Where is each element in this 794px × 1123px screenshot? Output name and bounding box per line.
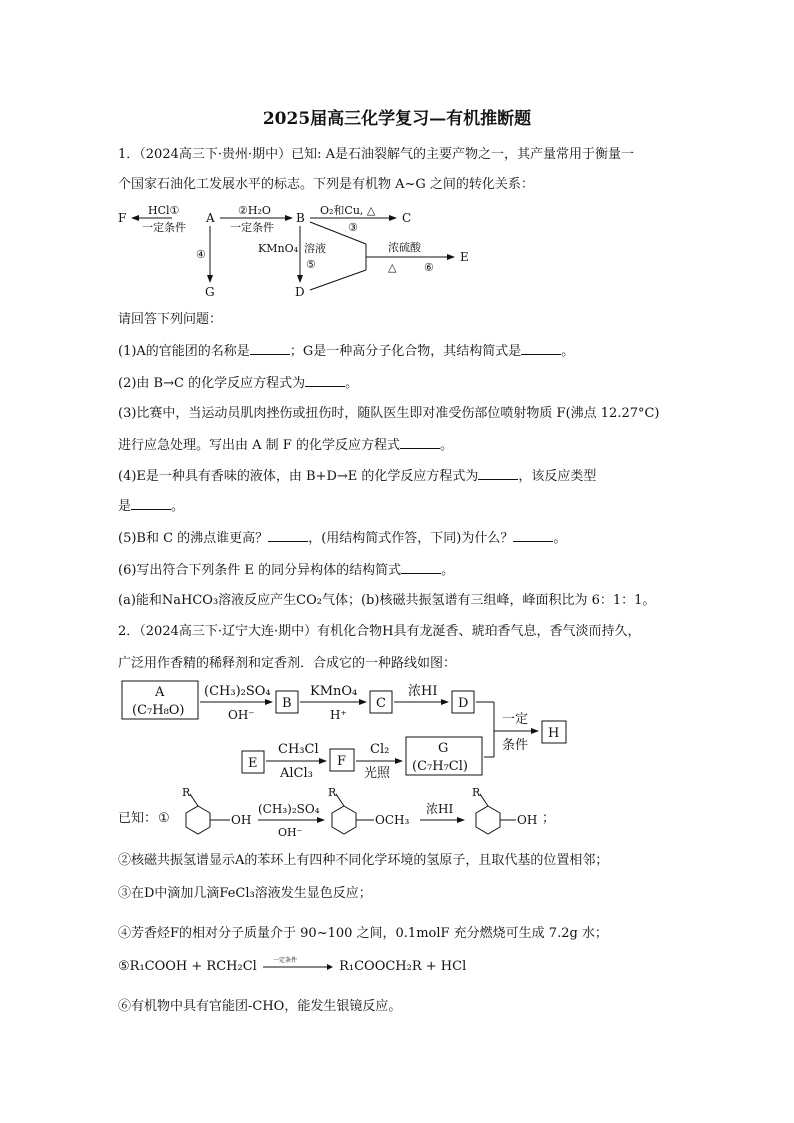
q2-H-top: 一定: [502, 712, 529, 727]
benzene-ring-2: [332, 794, 374, 834]
q2-known-5: ⑤R₁COOH + RCH₂Cl 一定条件 R₁COOCH₂R + HCl: [118, 956, 467, 974]
q1-r2-top: ②H₂O: [238, 204, 271, 217]
known-circle-1: ①: [158, 811, 170, 826]
q2-EF-top: CH₃Cl: [278, 742, 319, 757]
q1-r6-b2: ⑥: [424, 261, 434, 274]
q2-box-C: C: [376, 696, 386, 711]
q1-r6-b1: △: [388, 261, 397, 274]
q1-r1-bot: 一定条件: [142, 221, 186, 234]
q1-reaction-diagram: [110, 200, 490, 302]
q2-box-F: F: [337, 754, 347, 769]
known-label: 已知：: [118, 811, 158, 826]
q1-node-D: D: [295, 285, 305, 299]
q1-r5-a: KMnO₄: [258, 242, 298, 255]
q1-r3-top: O₂和Cu, △: [320, 204, 376, 217]
q2-BC-top: KMnO₄: [310, 684, 358, 699]
q1-prompt: 请回答下列问题：: [118, 312, 223, 327]
q2-box-H: H: [548, 726, 560, 741]
known-arrow2-top: 浓HI: [426, 802, 454, 816]
q2-known-4: ④芳香烃F的相对分子质量介于 90~100 之间，0.1molF 充分燃烧可生成 7.2g 水；: [118, 926, 608, 941]
q1-node-E: E: [460, 250, 469, 264]
q2-known-2: ②核磁共振氢谱显示A的苯环上有四种不同化学环境的氢原子，且取代基的位置相邻；: [118, 853, 609, 868]
q2-EF-bot: AlCl₃: [280, 766, 313, 781]
q2-BC-bot: H⁺: [330, 708, 347, 722]
q2-box-A-label: A: [155, 685, 165, 700]
q2-synthesis-scheme: [118, 677, 588, 782]
q2-box-A-formula: (C₇H₈O): [132, 703, 185, 718]
q2-box-D: D: [458, 696, 469, 711]
known-arrow-top: (CH₃)₂SO₄: [258, 802, 320, 816]
answer-blank[interactable]: [478, 467, 518, 480]
q1-r1-top: HCl①: [148, 204, 180, 217]
known-OH2: OH: [517, 813, 538, 827]
q1-r2-bot: 一定条件: [230, 221, 274, 234]
benzene-ring-1: [186, 794, 230, 834]
answer-blank[interactable]: [513, 529, 553, 542]
q2-FG-bot: 光照: [364, 766, 391, 781]
q1-node-A: A: [206, 211, 215, 225]
q1-r5-b: 溶液: [304, 242, 326, 255]
answer-blank[interactable]: [400, 436, 440, 449]
q2-CD-top: 浓HI: [408, 684, 438, 699]
q1-part2: (2)由 B→C 的化学反应方程式为 。: [118, 376, 359, 391]
q1-part1: (1)A的官能团的名称是 ；G是一种高分子化合物，其结构简式是 。: [118, 344, 575, 359]
answer-blank[interactable]: [305, 374, 345, 387]
known-R3: R: [472, 786, 481, 799]
answer-blank[interactable]: [131, 497, 171, 510]
benzene-ring-3: [476, 794, 516, 834]
q1-part3-line1: (3)比赛中，当运动员肌肉挫伤或扭伤时，随队医生即对准受伤部位喷射物质 F(沸点 12.27°C): [118, 406, 660, 421]
q1-part5: (5)B和 C 的沸点谁更高？ ，(用结构简式作答，下同)为什么？ 。: [118, 531, 567, 546]
q2-AB-bot: OH⁻: [228, 708, 255, 722]
q2-FG-top: Cl₂: [370, 742, 390, 757]
page-title: 2025届高三化学复习—有机推断题: [262, 109, 532, 129]
answer-blank[interactable]: [401, 561, 441, 574]
q1-r4: ④: [196, 248, 206, 261]
q1-part4-line2: 是 。: [118, 499, 185, 514]
q1-stem-line1: 1．（2024高三下·贵州·期中）已知: A是石油裂解气的主要产物之一，其产量常用于衡量一: [118, 147, 635, 162]
known-end: ；: [542, 811, 556, 826]
q2-known-6: ⑥有机物中具有官能团-CHO，能发生银镜反应。: [118, 999, 402, 1014]
q1-r6-top: 浓硫酸: [388, 241, 421, 254]
answer-blank[interactable]: [521, 342, 561, 355]
q1-part4-line1: (4)E是一种具有香味的液体，由 B+D→E 的化学反应方程式为 ，该反应类型: [118, 469, 597, 484]
q2-known-3: ③在D中滴加几滴FeCl₃溶液发生显色反应；: [118, 886, 372, 901]
q1-node-B: B: [296, 211, 305, 225]
q2-stem-line1: 2．（2024高三下·辽宁大连·期中）有机化合物H具有龙涎香、琥珀香气息，香气淡而持久，: [118, 624, 641, 639]
q1-stem-line2: 个国家石油化工发展水平的标志。下列是有机物 A~G 之间的转化关系：: [118, 177, 534, 192]
known-arrow-bot: OH⁻: [278, 826, 303, 839]
arrow-line: [261, 960, 335, 974]
q1-r3-bot: ③: [348, 221, 358, 234]
answer-blank[interactable]: [268, 529, 308, 542]
q2-box-G-formula: (C₇H₇Cl): [412, 759, 468, 774]
known-R1: R: [182, 786, 191, 799]
q1-node-F: F: [118, 211, 127, 225]
known-R2: R: [328, 786, 337, 799]
q2-known-1: [118, 786, 558, 844]
q1-conditions: (a)能和NaHCO₃溶液反应产生CO₂气体；(b)核磁共振氢谱有三组峰，峰面积比为 6：1：1。: [118, 593, 656, 608]
q2-box-B: B: [282, 696, 292, 711]
q1-node-G: G: [205, 285, 215, 299]
answer-blank[interactable]: [250, 342, 290, 355]
q2-box-E: E: [248, 756, 258, 771]
q2-box-G-label: G: [438, 741, 449, 756]
q2-AB-top: (CH₃)₂SO₄: [204, 684, 271, 699]
q1-part3-line2: 进行应急处理。写出由 A 制 F 的化学反应方程式 。: [118, 438, 453, 453]
reaction-arrow: 一定条件: [261, 960, 335, 974]
q2-stem-line2: 广泛用作香精的稀释剂和定香剂．合成它的一种路线如图：: [118, 656, 457, 671]
q1-r5-c: ⑤: [306, 258, 316, 271]
q1-node-C: C: [402, 211, 412, 225]
q2-H-bot: 条件: [502, 738, 529, 753]
q1-part6: (6)写出符合下列条件 E 的同分异构体的结构简式 。: [118, 563, 455, 578]
known-OCH3: OCH₃: [375, 813, 410, 827]
known-OH1: OH: [231, 813, 252, 827]
